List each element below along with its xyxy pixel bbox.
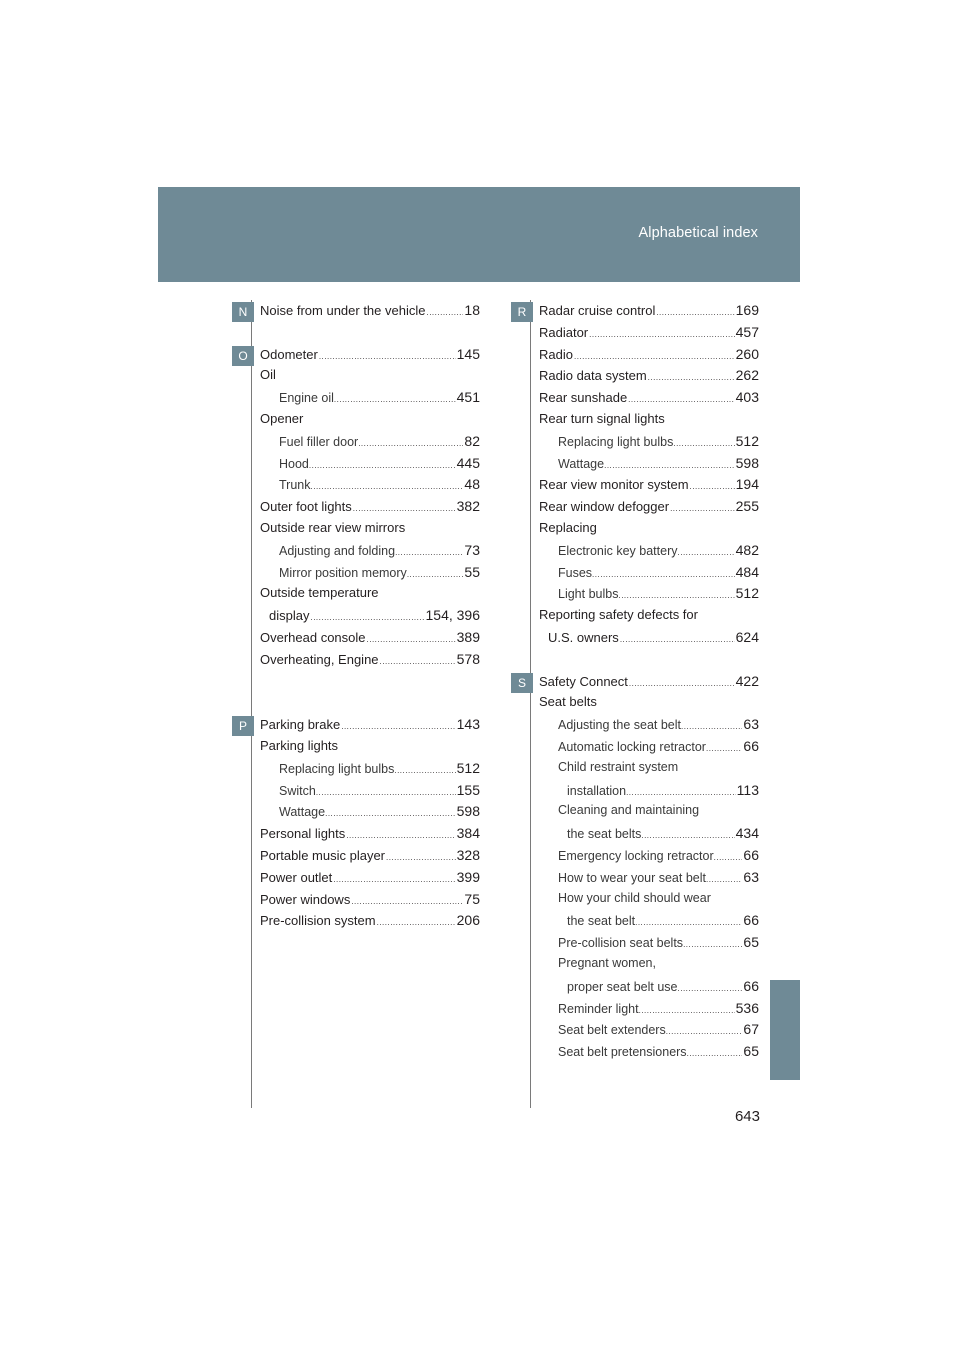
index-entry-label: Radio: [539, 346, 573, 362]
letter-badge-s: S: [511, 673, 533, 693]
leader-dots: [319, 352, 456, 361]
leader-dots: [377, 918, 456, 927]
index-entry-label: Rear sunshade: [539, 390, 628, 406]
index-entry[interactable]: [260, 302, 480, 318]
index-entry-label: Rear turn signal lights: [539, 411, 665, 426]
leader-dots: [673, 439, 734, 448]
index-entry-label: Outside rear view mirrors: [260, 520, 406, 535]
index-entry[interactable]: [279, 760, 480, 776]
index-entry-label: Automatic locking retractor: [558, 740, 706, 754]
index-entry-page: 48: [464, 476, 480, 493]
index-entry[interactable]: [558, 716, 759, 732]
index-entry-page: 434: [735, 825, 759, 842]
index-entry[interactable]: [558, 564, 759, 580]
page-title: Alphabetical index: [638, 225, 758, 241]
index-entry-page: 75: [464, 890, 480, 907]
index-entry-label: the seat belt: [567, 914, 636, 929]
index-entry-label: Seat belts: [539, 694, 597, 710]
index-entry-label: Replacing light bulbs: [558, 434, 674, 449]
index-entry-label: Replacing: [539, 520, 597, 535]
index-entry-page: 63: [743, 716, 759, 733]
index-entry-page: 169: [735, 302, 759, 318]
index-entry[interactable]: [567, 782, 759, 798]
index-entry-label: Engine oil: [279, 391, 334, 406]
index-entry-label: proper seat belt use: [567, 979, 678, 994]
index-entry-label: Parking lights: [260, 738, 339, 753]
leader-dots: [353, 504, 456, 513]
leader-dots: [386, 853, 456, 862]
index-entry[interactable]: [539, 694, 759, 709]
index-entry-label: Switch: [279, 783, 316, 798]
index-entry-label: Personal lights: [260, 826, 346, 842]
leader-dots: [629, 679, 735, 688]
index-entry-label: Portable music player: [260, 848, 385, 863]
leader-dots: [309, 461, 456, 470]
index-entry-page: 260: [735, 345, 759, 362]
leader-dots: [333, 875, 455, 884]
index-entry-label: Pre-collision system: [260, 913, 376, 929]
index-entry-label: Opener: [260, 411, 304, 426]
index-entry-page: 66: [743, 738, 759, 754]
index-entry[interactable]: [567, 978, 759, 994]
leader-dots: [626, 788, 736, 797]
index-entry-page: 624: [735, 629, 759, 645]
index-entry-page: 598: [456, 803, 480, 820]
index-entry-page: 328: [456, 847, 480, 863]
index-entry-page: 66: [743, 977, 759, 994]
index-entry-page: 155: [456, 781, 480, 798]
index-entry[interactable]: [558, 1043, 759, 1059]
index-entry[interactable]: [269, 607, 480, 623]
leader-dots: [394, 766, 455, 775]
index-entry-label: the seat belts: [567, 827, 642, 842]
index-entry-page: 262: [735, 367, 759, 384]
index-entry-page: 194: [735, 476, 759, 493]
index-entry-label: Radar cruise control: [539, 303, 656, 318]
index-entry-page: 484: [735, 563, 759, 580]
index-entry[interactable]: [558, 847, 759, 863]
index-entry-page: 482: [735, 541, 759, 558]
index-entry[interactable]: [539, 302, 759, 318]
leader-dots: [620, 635, 735, 644]
index-entry-page: 65: [743, 934, 759, 951]
leader-dots: [334, 395, 456, 404]
index-entry[interactable]: [260, 629, 480, 645]
index-entry-page: 389: [456, 629, 480, 645]
index-entry-page: 422: [735, 672, 759, 689]
index-entry-label: Overhead console: [260, 630, 366, 645]
index-entry-label: How to wear your seat belt: [558, 870, 706, 885]
leader-dots: [618, 591, 734, 600]
index-entry[interactable]: [558, 1000, 759, 1016]
index-entry[interactable]: [558, 760, 759, 774]
index-entry-page: 512: [735, 432, 759, 449]
index-entry-page: 73: [464, 541, 480, 558]
index-entry[interactable]: [539, 498, 759, 514]
index-entry[interactable]: [260, 825, 480, 841]
index-entry-label: Rear window defogger: [539, 499, 670, 515]
index-entry-label: Radiator: [539, 324, 589, 340]
letter-badge-p: P: [232, 716, 254, 736]
index-entry[interactable]: [260, 651, 480, 667]
index-entry-label: Oil: [260, 367, 276, 383]
index-entry-page: 143: [456, 716, 480, 733]
index-entry-label: Adjusting and folding: [279, 543, 396, 558]
leader-dots: [635, 918, 742, 927]
index-entry[interactable]: [539, 476, 759, 492]
leader-dots: [681, 722, 742, 731]
index-entry[interactable]: [260, 716, 480, 732]
header-band: [158, 187, 800, 282]
index-entry-page: 384: [456, 825, 480, 842]
index-entry-label: Seat belt pretensioners: [558, 1045, 687, 1060]
index-entry-page: 445: [456, 454, 480, 471]
leader-dots: [678, 548, 735, 557]
leader-dots: [639, 1006, 735, 1015]
index-entry[interactable]: [539, 520, 759, 535]
leader-dots: [316, 788, 456, 797]
index-entry[interactable]: [260, 891, 480, 907]
index-entry[interactable]: [567, 825, 759, 841]
index-entry-label: Pre-collision seat belts: [558, 936, 684, 951]
index-entry-page: 154, 396: [425, 607, 480, 624]
leader-dots: [341, 722, 455, 731]
index-entry[interactable]: [558, 738, 759, 754]
index-entry-label: Wattage: [558, 456, 605, 471]
leader-dots: [426, 308, 463, 317]
index-entry-label: How your child should wear: [558, 890, 711, 905]
index-entry[interactable]: [558, 956, 759, 970]
index-entry-label: Fuel filler door: [279, 434, 359, 449]
index-entry-label: U.S. owners: [548, 630, 619, 645]
index-entry-page: 55: [464, 563, 480, 580]
index-entry-label: Trunk: [279, 478, 311, 493]
leader-dots: [311, 482, 464, 491]
index-entry-label: Child restraint system: [558, 759, 679, 774]
leader-dots: [325, 809, 456, 818]
index-entry[interactable]: [558, 455, 759, 471]
leader-dots: [574, 352, 735, 361]
leader-dots: [367, 635, 456, 644]
leader-dots: [628, 395, 734, 404]
leader-dots: [666, 1027, 743, 1036]
index-entry-page: 66: [743, 847, 759, 863]
index-entry[interactable]: [260, 411, 480, 426]
index-entry-label: Pregnant women,: [558, 956, 656, 970]
leader-dots: [656, 308, 734, 317]
index-entry[interactable]: [548, 629, 759, 645]
leader-dots: [641, 831, 734, 840]
index-entry[interactable]: [279, 433, 480, 449]
leader-dots: [670, 504, 735, 513]
letter-badge-o: O: [232, 346, 254, 366]
index-entry-page: 63: [743, 868, 759, 885]
page-number: 643: [734, 1108, 760, 1125]
column-divider-left: [251, 300, 252, 1108]
leader-dots: [687, 1049, 743, 1058]
index-entry-label: Fuses: [558, 565, 593, 580]
leader-dots: [604, 461, 735, 470]
leader-dots: [648, 373, 735, 382]
index-entry-page: 67: [743, 1021, 759, 1038]
index-entry-label: installation: [567, 783, 627, 798]
index-entry[interactable]: [279, 782, 480, 798]
index-entry[interactable]: [539, 389, 759, 405]
letter-badge-n: N: [232, 302, 254, 322]
index-entry[interactable]: [260, 520, 480, 535]
index-entry[interactable]: [279, 476, 480, 492]
index-entry-page: 512: [735, 585, 759, 602]
leader-dots: [690, 482, 735, 491]
leader-dots: [592, 570, 735, 579]
index-entry-page: 536: [735, 999, 759, 1016]
leader-dots: [706, 744, 742, 753]
index-entry-label: display: [269, 608, 310, 624]
index-entry-label: Light bulbs: [558, 587, 619, 602]
index-entry[interactable]: [539, 411, 759, 426]
leader-dots: [706, 875, 742, 884]
index-entry[interactable]: [260, 869, 480, 885]
index-entry-page: 578: [456, 650, 480, 667]
index-entry-page: 66: [743, 912, 759, 929]
index-entry-label: Power outlet: [260, 869, 333, 885]
leader-dots: [683, 940, 742, 949]
index-entry[interactable]: [279, 542, 480, 558]
index-entry-label: Reminder light: [558, 1001, 639, 1016]
index-entry-label: Reporting safety defects for: [539, 607, 698, 623]
index-entry-page: 457: [735, 323, 759, 340]
index-entry[interactable]: [260, 585, 480, 600]
index-entry-page: 145: [456, 345, 480, 362]
index-entry[interactable]: [539, 367, 759, 383]
index-entry-page: 113: [736, 781, 759, 798]
leader-dots: [395, 548, 463, 557]
leader-dots: [380, 657, 456, 666]
column-divider-middle: [530, 300, 531, 1108]
index-entry[interactable]: [558, 934, 759, 950]
leader-dots: [310, 613, 424, 622]
index-entry[interactable]: [260, 367, 480, 382]
leader-dots: [346, 831, 455, 840]
index-entry-label: Parking brake: [260, 717, 341, 733]
index-entry-label: Safety Connect: [539, 673, 628, 689]
index-entry-label: Cleaning and maintaining: [558, 803, 700, 818]
index-entry-label: Odometer: [260, 346, 318, 362]
index-entry[interactable]: [558, 585, 759, 601]
index-entry[interactable]: [260, 498, 480, 514]
leader-dots: [589, 330, 735, 339]
section-tab: [770, 980, 800, 1080]
index-entry[interactable]: [539, 324, 759, 340]
index-entry-label: Rear view monitor system: [539, 477, 689, 493]
index-entry[interactable]: [260, 346, 480, 362]
leader-dots: [358, 439, 463, 448]
index-entry-label: Noise from under the vehicle: [260, 303, 426, 318]
index-entry[interactable]: [539, 673, 759, 689]
letter-badge-r: R: [511, 302, 533, 322]
index-entry-page: 403: [735, 389, 759, 406]
index-entry-page: 65: [743, 1043, 759, 1060]
index-entry-label: Wattage: [279, 805, 326, 820]
index-entry-page: 206: [456, 912, 480, 929]
index-entry[interactable]: [279, 803, 480, 819]
index-entry[interactable]: [539, 607, 759, 622]
index-entry-page: 399: [456, 868, 480, 885]
leader-dots: [407, 570, 464, 579]
index-entry-label: Outside temperature: [260, 585, 379, 601]
index-entry-label: Overheating, Engine: [260, 651, 379, 667]
index-entry-label: Outer foot lights: [260, 499, 352, 515]
index-entry-page: 255: [735, 498, 759, 515]
index-entry[interactable]: [558, 869, 759, 885]
index-entry[interactable]: [260, 912, 480, 928]
index-entry[interactable]: [558, 1021, 759, 1037]
leader-dots: [714, 853, 743, 862]
index-entry[interactable]: [279, 564, 480, 580]
index-entry-page: 451: [456, 389, 480, 406]
index-entry[interactable]: [260, 847, 480, 863]
index-entry-label: Hood: [279, 456, 309, 471]
index-entry-label: Seat belt extenders: [558, 1023, 666, 1038]
index-entry[interactable]: [279, 389, 480, 405]
index-entry-page: 18: [464, 302, 480, 318]
index-entry[interactable]: [558, 433, 759, 449]
index-entry-label: Mirror position memory: [279, 565, 407, 580]
index-entry-page: 382: [456, 498, 480, 515]
index-entry[interactable]: [567, 912, 759, 928]
index-entry[interactable]: [539, 346, 759, 362]
index-entry[interactable]: [558, 803, 759, 817]
index-entry-page: 598: [735, 454, 759, 471]
index-entry-page: 82: [464, 432, 480, 449]
index-entry[interactable]: [260, 738, 480, 753]
index-entry[interactable]: [279, 455, 480, 471]
index-entry[interactable]: [558, 891, 759, 905]
index-entry-label: Power windows: [260, 891, 351, 907]
index-entry-label: Emergency locking retractor: [558, 849, 714, 863]
leader-dots: [351, 897, 463, 906]
index-entry[interactable]: [558, 542, 759, 558]
index-entry-label: Replacing light bulbs: [279, 761, 395, 776]
index-entry-label: Electronic key battery: [558, 543, 678, 558]
index-entry-label: Adjusting the seat belt: [558, 718, 681, 733]
index-entry-label: Radio data system: [539, 368, 647, 384]
leader-dots: [678, 984, 743, 993]
index-entry-page: 512: [456, 759, 480, 776]
